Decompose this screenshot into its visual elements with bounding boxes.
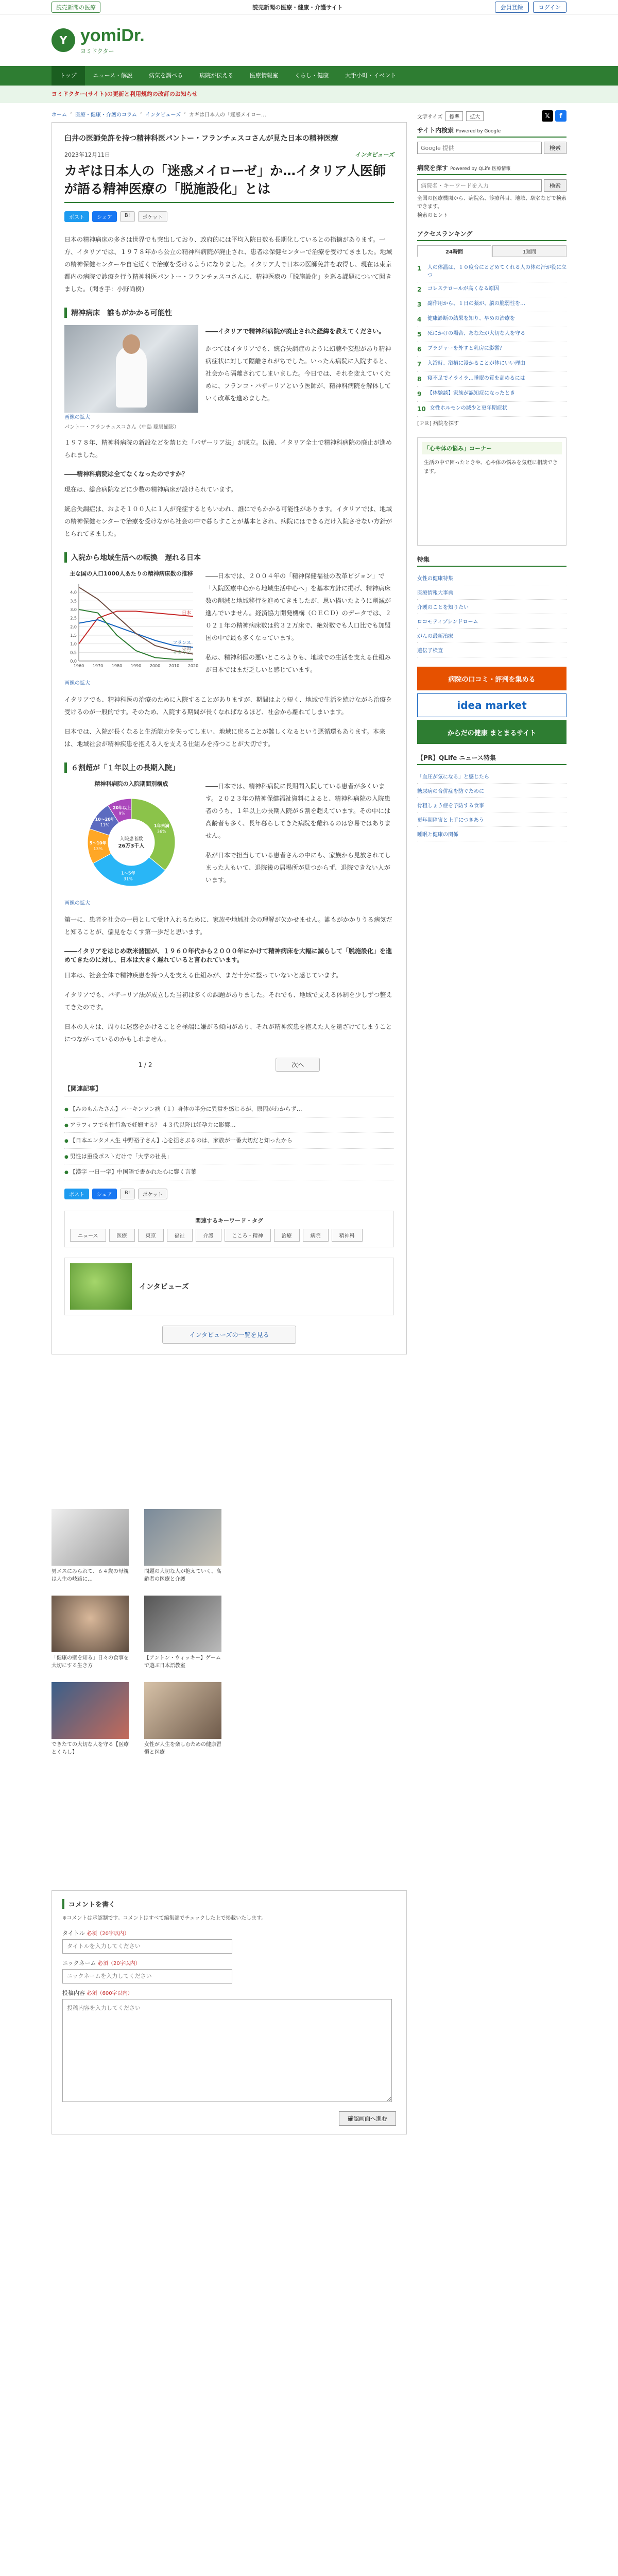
site-tagline: 読売新聞の医療・健康・介護サイト — [252, 4, 343, 11]
special-features — [417, 555, 566, 657]
pie-slice-1年未満 — [131, 799, 175, 870]
pie-enlarge-link[interactable]: 画像の拡大 — [64, 901, 90, 906]
article-category[interactable]: インタビューズ — [354, 151, 394, 158]
paragraph-5: イタリアでも、精神科医の治療のために入院することがありますが、期間はより短く、地域で生活を続けながら治療を受けるのが一般的です。そのため、入院する期間が長くなればなるほど、社会から離れてしまいます。 — [64, 696, 392, 716]
related-item[interactable]: ● 【みのもんたさん】パーキンソン病（１）身体の半分に異常を感じるが、原因がわからず… — [64, 1101, 394, 1117]
share-buttons — [64, 211, 394, 222]
interviews-more-button[interactable]: インタビューズの一覧を見る — [162, 1326, 296, 1344]
comment-title: コメントを書く — [62, 1899, 396, 1909]
site-search-title: サイト内検索 — [417, 127, 454, 134]
keyword-tag[interactable]: 治療 — [274, 1229, 300, 1242]
pie-value: 13% — [93, 846, 103, 852]
special-item[interactable]: 医療情報大事典 — [417, 585, 566, 600]
special-item[interactable]: ロコモティブシンドローム — [417, 614, 566, 629]
special-item[interactable]: 介護のことを知りたい — [417, 600, 566, 614]
grid-tile[interactable]: 男メスにみられて、６４歳の母親は人生の岐路に… — [52, 1509, 129, 1583]
paragraph-2: １９７８年、精神科病院の新設などを禁じた「バザーリア法」が成立。以後、イタリア全土で精神科病院の廃止が進められました。 — [64, 439, 392, 459]
keyword-tag[interactable]: 東京 — [138, 1229, 164, 1242]
pie-value: 31% — [123, 876, 133, 882]
series-label: 英国 — [181, 646, 191, 652]
site-search-input[interactable] — [417, 142, 542, 154]
breadcrumb-column[interactable]: 医療・健康・介護のコラム — [75, 112, 137, 118]
series-label: フランス — [173, 640, 191, 646]
keyword-tag[interactable]: こころ・精神 — [225, 1229, 271, 1242]
top-left-label[interactable]: 読売新聞の医療 — [52, 2, 100, 13]
photo-caption: パントー・フランチェスコさん（中島 聡男撮影） — [64, 425, 179, 430]
font-large-button[interactable]: 拡大 — [466, 111, 484, 121]
line-chart-title: 主な国の人口1000人あたりの精神病床数の推移 — [70, 570, 193, 577]
share-facebook-button[interactable]: シェア — [92, 211, 117, 222]
grid-tile[interactable]: 女性が人生を楽しむための健康習慣と医療 — [144, 1682, 221, 1756]
hospital-search-powered: Powered by QLife 医療情報 — [450, 166, 511, 172]
special-item[interactable]: がんの最新治療 — [417, 629, 566, 643]
question-3: ――イタリアをはじめ欧米諸国が、１９６０年代から２０００年にかけて精神病床を大幅に減らして「脱施設化」を進めてきたのに対し、日本は大きく遅れていると言われています。 — [64, 947, 392, 963]
chart-text-1: ――日本では、２００４年の「精神保健福祉の改革ビジョン」で「入院医療中心から地域生活中心へ」を基本方針に掲げ、精神病床数の削減と地域移行を進めてきましたが、思い描いたように削減が進んでいません。経済協力開発機構（ＯＥＣＤ）のデータでは、２０２１年の精神病床数は約３２万床で、絶対数でも人口比でも加盟国の中で最も多くなっています。 — [205, 572, 391, 641]
photo-enlarge-link[interactable]: 画像の拡大 — [64, 415, 90, 420]
x-tick-label: 1980 — [111, 663, 123, 668]
photo-grid-area — [52, 1509, 566, 1756]
y-tick-label: 3.0 — [70, 607, 77, 612]
consult-corner-body: 生活の中で困ったときや、心や体の悩みを気軽に相談できます。 — [424, 460, 558, 474]
y-tick-label: 4.0 — [70, 590, 77, 595]
pie-value: 36% — [157, 829, 166, 834]
pie-value: 11% — [100, 823, 110, 828]
line-chart-svg — [64, 579, 198, 676]
series-label: 日本 — [181, 610, 191, 616]
share-facebook-button-bottom[interactable]: シェア — [92, 1189, 117, 1199]
ranking-title: アクセスランキング — [417, 229, 566, 241]
comment-form — [52, 1890, 407, 2134]
y-tick-label: 3.5 — [70, 598, 77, 603]
share-x-button-bottom[interactable]: ポスト — [64, 1189, 89, 1199]
paragraph-10: 日本の人々は、周りに迷惑をかけることを極端に嫌がる傾向があり、それが精神疾患を抱えた人を遠ざけてしまうことにつながっているのかもしれません。 — [64, 1023, 392, 1043]
comment-body-textarea[interactable] — [62, 1999, 392, 2102]
chart-enlarge-link[interactable]: 画像の拡大 — [64, 680, 90, 686]
share-hatena-button[interactable]: B! — [120, 211, 135, 222]
qlife-item[interactable]: 「血圧が気になる」と感じたら — [417, 769, 566, 784]
next-page-button[interactable]: 次へ — [276, 1058, 320, 1072]
ranking-item[interactable]: 9 【体験談】家族が認知症になったとき — [417, 387, 566, 402]
y-tick-label: 0.0 — [70, 658, 77, 664]
question-2: ――精神科病院は全てなくなったのですか？ — [64, 470, 188, 478]
signup-button[interactable]: 会員登録 — [495, 2, 529, 13]
chart-section-heading: 入院から地域生活への転換 遅れる日本 — [64, 552, 394, 563]
x-tick-label: 1990 — [130, 663, 142, 668]
login-button[interactable]: ログイン — [533, 2, 566, 13]
logo-icon: Y — [52, 28, 75, 52]
notice-bar[interactable]: ヨミドクター(サイト)の更新と利用規約の改訂のお知らせ — [0, 86, 618, 103]
keyword-tag[interactable]: 医療 — [109, 1229, 135, 1242]
paragraph-8: 日本は、社会全体で精神疾患を持つ人を支える仕組みが、まだ十分に整っていないと感じています。 — [64, 972, 342, 979]
keyword-tag[interactable]: 福祉 — [167, 1229, 193, 1242]
line-chart-block — [64, 570, 394, 686]
breadcrumb-interviews[interactable]: インタビューズ — [145, 112, 181, 118]
pie-label: 1〜5年 — [121, 871, 135, 876]
x-icon[interactable]: 𝕏 — [542, 110, 553, 122]
nav-item-top[interactable]: トップ — [52, 66, 85, 86]
content-wrap — [52, 103, 566, 1354]
font-standard-button[interactable]: 標準 — [445, 111, 463, 121]
qlife-item[interactable]: 骨粗しょう症を予防する食事 — [417, 798, 566, 812]
sidebar — [417, 103, 566, 1354]
paragraph-4: 統合失調症は、およそ１００人に１人が発症するともいわれ、誰にでもかかる可能性があります。イタリアでは、地域の精神保健センターで治療を受けながら社会の中で暮らすことが基本とされ、病院にはできるだけ入院させない方針がとられてきました。 — [64, 505, 392, 537]
y-tick-label: 1.5 — [70, 633, 77, 638]
x-tick-label: 1970 — [92, 663, 104, 668]
y-tick-label: 0.5 — [70, 650, 77, 655]
site-search-powered: Powered by Google — [456, 129, 501, 134]
y-tick-label: 1.0 — [70, 641, 77, 647]
related-item[interactable]: ● 【漢字 一日一字】中国語で書かれた心に響く言葉 — [64, 1164, 394, 1180]
nav-item-hospital[interactable]: 病院が伝える — [199, 72, 234, 79]
x-tick-label: 2020 — [187, 663, 198, 668]
pie-text-2: 私が日本で担当している患者さんの中にも、家族から見放されてしまった人もいて、退院後の居場所が見つからず、退院できない人がいます。 — [205, 851, 391, 884]
pie-chart-svg — [64, 788, 198, 896]
qlife-item[interactable]: 更年期障害と上手につきあう — [417, 812, 566, 827]
main-column — [52, 103, 407, 1354]
pagination — [64, 1058, 394, 1072]
ranking-item[interactable]: 8 寝不足でイライラ…睡眠の質を高めるには — [417, 372, 566, 387]
pie-label: 1年未満 — [154, 823, 169, 828]
logo-row — [0, 14, 618, 66]
consult-corner[interactable] — [417, 437, 566, 546]
site-search-button[interactable]: 検索 — [544, 142, 566, 154]
nav-item-info[interactable]: 医療情報室 — [250, 72, 279, 79]
hospital-search-hint-link[interactable]: 検索のヒント — [417, 213, 448, 218]
comment-nick-label: ニックネーム 必須（20字以内） — [62, 1959, 141, 1967]
logo-text: yomiDr. — [80, 25, 145, 45]
pie-label: 10〜20年 — [95, 817, 115, 822]
keyword-title: 関連するキーワード・タグ — [195, 1217, 263, 1224]
banner-reviews[interactable]: 病院の口コミ・評判を集める — [417, 667, 566, 690]
paragraph-3: 現在は、総合病院などに少数の精神病床が設けられています。 — [64, 486, 237, 493]
pie-chart — [64, 780, 198, 907]
qlife-news — [417, 753, 566, 841]
hospital-search — [417, 163, 566, 220]
font-size-controls — [417, 103, 566, 126]
keyword-tag[interactable]: ニュース — [70, 1229, 106, 1242]
grid-tile[interactable]: できたての大切な人を守る【医療とくらし】 — [52, 1682, 129, 1756]
related-item[interactable]: ● 【日本エンタメ人生 中野裕子さん】心を揺さぶるのは、家族が一番大切だと知ったから — [64, 1133, 394, 1149]
facebook-icon[interactable]: f — [555, 110, 566, 122]
ranking-pr-link[interactable]: [ＰＲ] 病院を探す — [417, 421, 459, 427]
breadcrumb-current: カギは日本人の「迷惑メイロー… — [189, 112, 266, 118]
qa-block-1 — [205, 325, 394, 430]
related-item[interactable]: ● アラフィフでも性行為で妊娠する？ ４３代以降は妊孕力に影響… — [64, 1117, 394, 1133]
site-logo[interactable] — [52, 26, 145, 55]
pie-chart-title: 精神科病院の入院期間別構成 — [94, 780, 168, 787]
share-pocket-button[interactable]: ポケット — [138, 211, 168, 222]
logo-subtext: ヨミドクター — [80, 47, 114, 55]
answer-1: かつてはイタリアでも、統合失調症のように幻聴や妄想があり精神病症状に対して隔離されがちでした。いったん病院に入院すると、社会から隔離されてしまいました。今日では、それを変えていくために、フランコ・バザーリアという医師が、精神科病院を解体していく改革を進めました。 — [205, 345, 391, 402]
page-indicator: 1 / 2 — [138, 1061, 152, 1069]
breadcrumb-home[interactable]: ホーム — [52, 112, 67, 118]
site-search — [417, 126, 566, 154]
hospital-search-title: 病院を探す — [417, 164, 449, 172]
interviewee-photo[interactable] — [64, 325, 198, 413]
nav-item-event[interactable]: 大手小町・イベント — [345, 72, 397, 79]
pie-text — [205, 780, 394, 907]
article-meta — [64, 150, 394, 159]
paragraph-6: 日本では、入院が長くなると生活能力を失ってしまい、地域に戻ることが難しくなるという悪循環もあります。本来は、地域社会が精神疾患を抱える人を支える仕組みを持つことが大切です。 — [64, 727, 386, 748]
comment-submit-button[interactable]: 確認画面へ進む — [339, 2111, 396, 2126]
photo-block — [64, 325, 394, 430]
banner-idea-market[interactable]: idea market — [417, 693, 566, 717]
ranking-item[interactable]: 2 コレステロールが高くなる原因 — [417, 282, 566, 297]
paragraph-9: イタリアでも、バザーリア法が成立した当初は多くの課題がありました。それでも、地域で支える体制を少しずつ整えてきたのです。 — [64, 991, 392, 1011]
pie-center-label: 入院患者数 — [119, 837, 143, 842]
line-chart — [64, 570, 198, 686]
section-heading-2: ６割超が「１年以上の長期入院」 — [64, 762, 394, 773]
comment-title-input[interactable] — [62, 1939, 232, 1954]
font-size-label: 文字サイズ — [417, 114, 443, 120]
pie-center-value: 26万3千人 — [118, 843, 145, 849]
ranking-item[interactable]: 3 副作用から、１日の薬が、脳の脆弱性を… — [417, 297, 566, 312]
series-label: イタリア — [172, 650, 191, 656]
qlife-item[interactable]: 睡眠と健康の関係 — [417, 827, 566, 841]
article-intro: 日本の精神病床の多さは世界でも突出しており、政府的には平均入院日数も長期化しているとの指摘があります。一方、イタリアでは、１９７８年から公立の精神科病院が廃止され、患者は保健センターで治療を受けてきました。地域の精神保健センターや自宅近くで治療を受けるようになりました。イタリア人で日本の医師免許を取得し、現在は東京都内の病院で診療を行う精神科医パントー・フランチェスコさんに、精神医療の「脱施設化」を巡る課題について聞きました。（聞き手：小野尚樹） — [64, 236, 392, 293]
chart-text-2: 私は、精神科医の悪いところよりも、地域での生活を支える仕組みが日本ではまだ乏しいと感じています。 — [205, 654, 391, 673]
nav-item-news[interactable]: ニュース・解説 — [93, 72, 133, 79]
pie-value: 9% — [118, 811, 126, 816]
ranking-item[interactable]: 10 女性ホルモンの減少と更年期症状 — [417, 402, 566, 417]
section-heading-1: 精神病床 誰もがかかる可能性 — [64, 308, 394, 318]
pie-label: 5〜10年 — [89, 841, 107, 846]
special-title: 特集 — [417, 555, 566, 567]
paragraph-7: 第一に、患者を社会の一員として受け入れるために、家族や地域社会の理解が欠かせません。誰もがかかりうる病気だと知ることが、偏見をなくす第一歩だと思います。 — [64, 916, 392, 936]
interviews-thumbnail — [70, 1263, 132, 1310]
x-tick-label: 2000 — [149, 663, 161, 668]
ranking-item[interactable]: 4 健康診断の結果を知り、早めの治療を — [417, 312, 566, 327]
share-pocket-button-bottom[interactable]: ポケット — [138, 1189, 168, 1199]
pie-text-1: ――日本では、精神科病院に長期間入院している患者が多くいます。２０２３年の精神保健福祉資料によると、精神科病院の入院患者のうち、１年以上の長期入院が６割を超えています。その中には高齢者も多く、長年暮らしてきた病院を離れるのは容易ではありません。 — [205, 782, 391, 839]
qlife-item[interactable]: 糖尿病の合併症を防ぐために — [417, 784, 566, 798]
qlife-title: 【PR】QLife ニュース特集 — [417, 753, 566, 765]
banner-health-site[interactable]: からだの健康 まとまるサイト — [417, 720, 566, 744]
y-tick-label: 2.0 — [70, 624, 77, 629]
ranking-item[interactable]: 6 ブラジャーを外すと乳房に影響？ — [417, 342, 566, 357]
article — [52, 122, 407, 1354]
grid-tile[interactable]: 【アントン・ウィッキー】ゲームで遊ぶ日本語教室 — [144, 1596, 221, 1670]
ranking-item[interactable]: 7 入浴時、浴槽に浸かることが体にいい理由 — [417, 357, 566, 372]
chart-text — [205, 570, 394, 686]
question-1: ――イタリアで精神科病院が廃止された経緯を教えてください。 — [205, 328, 385, 335]
special-item[interactable]: 遺伝子検査 — [417, 643, 566, 657]
comment-nickname-input[interactable] — [62, 1969, 232, 1984]
special-item[interactable]: 女性の健康特集 — [417, 571, 566, 585]
article-kicker: 臼井の医師免許を持つ精神科医パントー・フランチェスコさんが見た日本の精神医療 — [64, 134, 338, 143]
photo-grid — [52, 1509, 221, 1756]
series-line-日本 — [79, 611, 193, 643]
access-ranking — [417, 229, 566, 428]
comment-note: ※コメントは承認制です。コメントはすべて編集部でチェックした上で掲載いたします。 — [62, 1915, 267, 1921]
related-heading: 【関連記事】 — [64, 1084, 394, 1096]
ranking-tab-week[interactable]: 1週間 — [492, 245, 566, 257]
banners — [417, 667, 566, 744]
comment-title-label: タイトル 必須（20字以内） — [62, 1929, 130, 1937]
comment-body-label: 投稿内容 必須（600字以内） — [62, 1989, 133, 1996]
ranking-item[interactable]: 5 死にかけの場合、あなたが大切な人を守る — [417, 327, 566, 342]
nav-item-disease[interactable]: 病気を調べる — [149, 72, 183, 79]
breadcrumb: ホーム › 医療・健康・介護のコラム › インタビューズ › カギは日本人の「迷惑メイロー… — [52, 110, 266, 118]
related-item[interactable]: ● 男性は重役ポストだけで「大学の社長」 — [64, 1149, 394, 1165]
keyword-box — [64, 1211, 394, 1247]
top-bar — [0, 0, 618, 14]
keyword-tag[interactable]: 精神科 — [332, 1229, 363, 1242]
grid-tile[interactable]: 「健康の壁を知る」日々の食事を大切にする生き方 — [52, 1596, 129, 1670]
x-tick-label: 2010 — [168, 663, 180, 668]
article-date: 2023年12月11日 — [64, 151, 110, 158]
interviews-card[interactable] — [64, 1258, 394, 1315]
x-tick-label: 1960 — [73, 663, 84, 668]
share-x-button[interactable]: ポスト — [64, 211, 89, 222]
consult-corner-title: 「心や体の悩み」コーナー — [422, 442, 562, 454]
ranking-list — [417, 261, 566, 417]
ranking-tab-24h[interactable]: 24時間 — [417, 245, 491, 257]
hospital-search-button[interactable]: 検索 — [544, 179, 566, 192]
article-title: カギは日本人の「迷惑メイローゼ」か…イタリア人医師が語る精神医療の「脱施設化」とは — [64, 162, 394, 203]
hospital-search-input[interactable] — [417, 179, 542, 192]
pie-label: 20年以上 — [113, 805, 131, 810]
share-buttons-bottom — [64, 1189, 394, 1199]
related-list — [64, 1101, 394, 1180]
pie-chart-block — [64, 780, 394, 907]
global-nav — [0, 66, 618, 86]
share-hatena-button-bottom[interactable]: B! — [120, 1189, 135, 1199]
y-tick-label: 2.5 — [70, 616, 77, 621]
nav-item-life[interactable]: くらし・健康 — [295, 72, 329, 79]
keyword-list — [70, 1229, 388, 1242]
interviews-label: インタビューズ — [139, 1282, 189, 1291]
keyword-tag[interactable]: 病院 — [303, 1229, 329, 1242]
ranking-item[interactable]: 1 人の体温は、１０度台にとどめてくれる人の体の汗が役に立つ — [417, 261, 566, 282]
hospital-search-note: 全国の医療機関から、病院名、診療科目、地域、駅名などで検索できます。 — [417, 196, 566, 210]
comment-area — [52, 1890, 566, 2134]
keyword-tag[interactable]: 介護 — [196, 1229, 221, 1242]
grid-tile[interactable]: 問題の大切な人が抱えていく、高齢者の医療と介護 — [144, 1509, 221, 1583]
